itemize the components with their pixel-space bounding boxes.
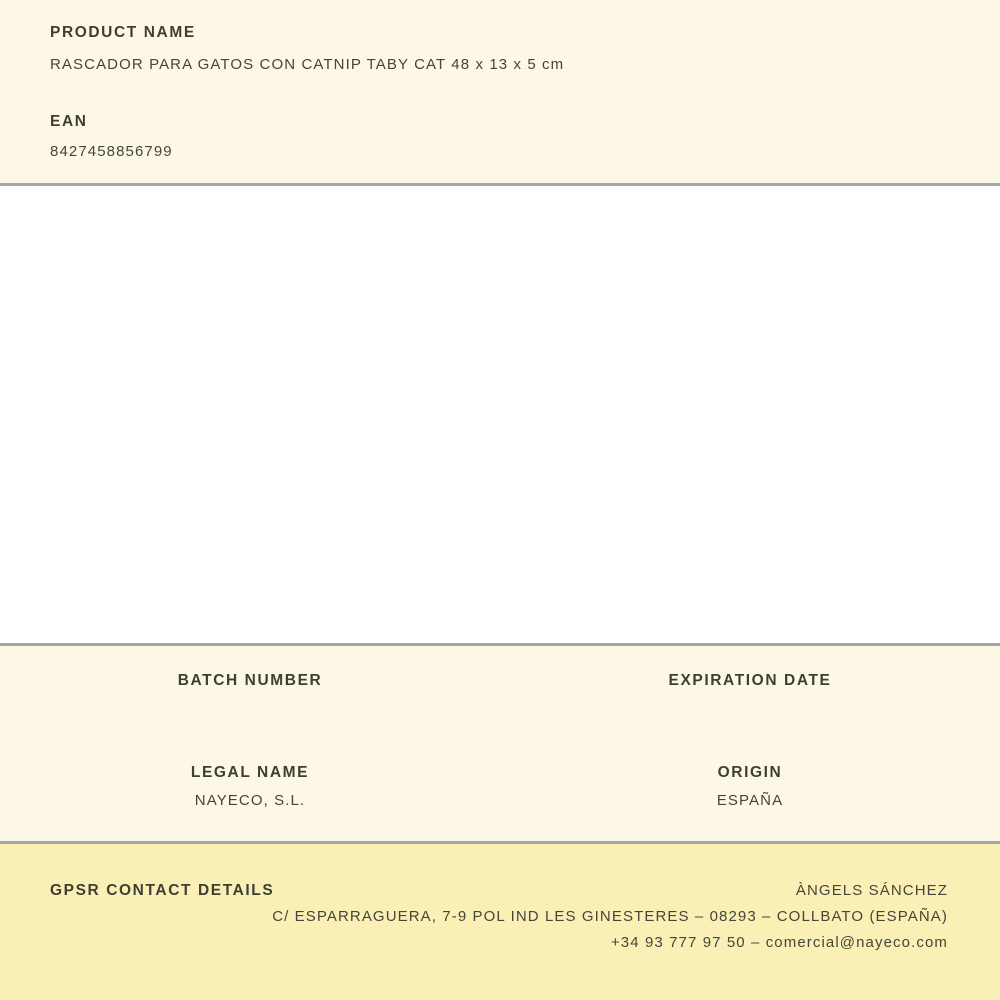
details-row-legal-origin [0,764,1000,809]
product-image-area [0,186,1000,643]
origin-cell [500,764,1000,809]
batch-number-cell [0,672,500,690]
product-name-label: PRODUCT NAME [50,24,196,41]
batch-number-label: BATCH NUMBER [177,672,323,689]
legal-name-label: LEGAL NAME [190,764,310,781]
contact-person-name: ÀNGELS SÁNCHEZ [795,882,948,899]
contact-address: C/ ESPARRAGUERA, 7-9 POL IND LES GINESTERES – 08293 – COLLBATO (ESPAÑA) [272,908,948,925]
product-section [0,0,1000,183]
details-row-batch-expiration [0,672,1000,690]
ean-block [50,113,950,160]
legal-name-cell [0,764,500,809]
origin-value: ESPAÑA [716,792,784,809]
ean-label: EAN [50,113,88,130]
expiration-date-cell [500,672,1000,690]
gpsr-contact-heading: GPSR CONTACT DETAILS [50,882,275,899]
origin-label: ORIGIN [717,764,783,781]
details-section [0,646,1000,841]
ean-value: 8427458856799 [50,143,173,160]
contact-header-row [50,882,948,900]
expiration-date-label: EXPIRATION DATE [668,672,832,689]
product-name-value: RASCADOR PARA GATOS CON CATNIP TABY CAT 48 x 13 x 5 cm [50,56,565,73]
contact-phone-email: +34 93 777 97 50 – comercial@nayeco.com [610,934,948,951]
legal-name-value: NAYECO, S.L. [194,792,306,809]
gpsr-contact-section [0,844,1000,1000]
